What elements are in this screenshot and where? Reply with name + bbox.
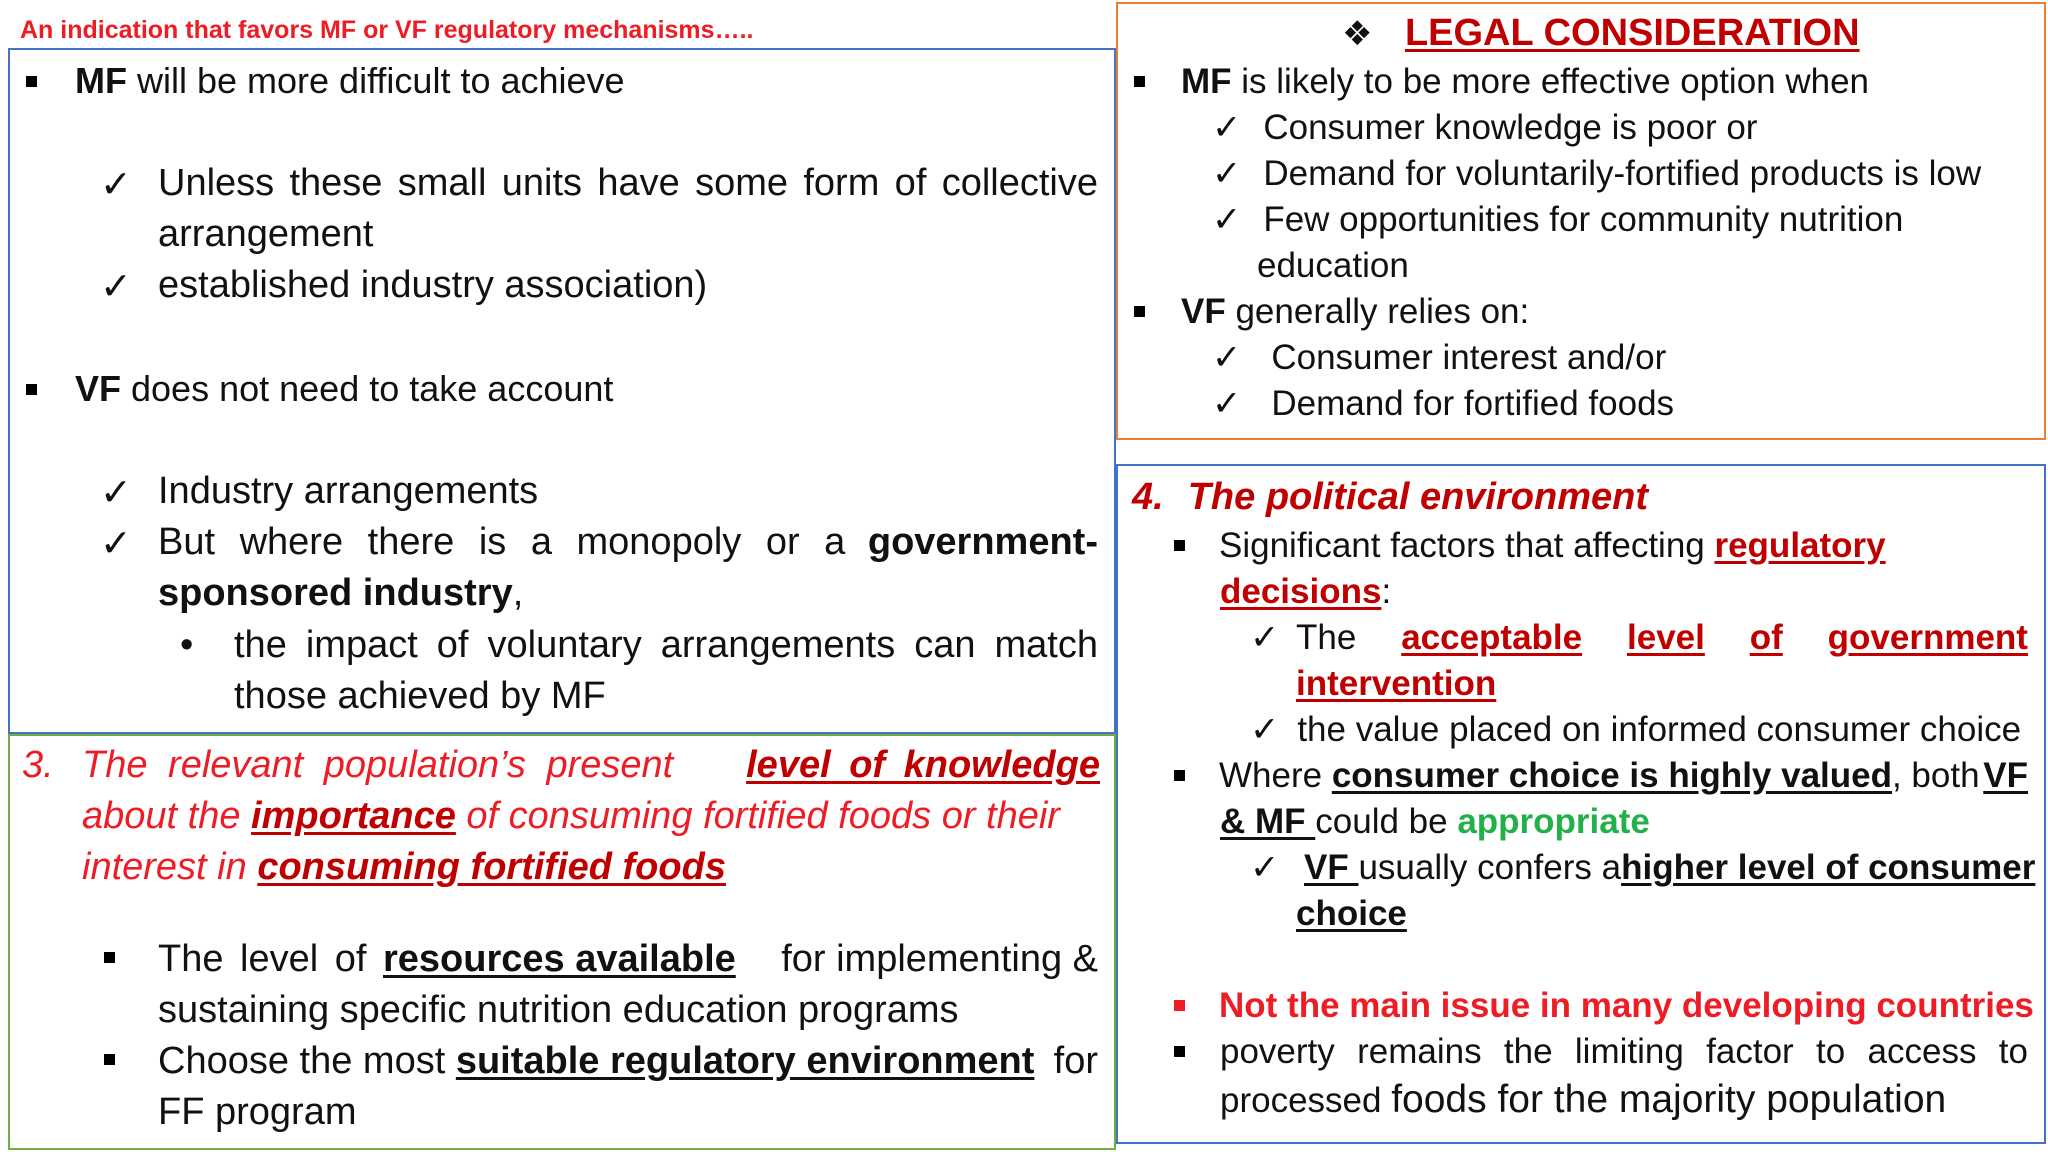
vf-head: VF — [75, 368, 122, 409]
pol-b3 — [1174, 986, 2034, 1026]
pol-c3-vf: VF — [1304, 848, 1359, 887]
legal-mf-rest: is likely to be more effective option when — [1231, 62, 1870, 101]
vf-check-1 — [100, 470, 132, 515]
check-icon: ✓ — [1212, 384, 1242, 423]
vf-bullet-line — [26, 368, 613, 410]
consuming-fortified-foods: consuming fortified foods — [257, 846, 726, 888]
dot-text-line2: those achieved by MF — [234, 675, 606, 717]
item2-pre: Choose the most — [158, 1040, 456, 1082]
pol-b4-processed: processed — [1220, 1081, 1392, 1120]
heading-part-6: interest in — [82, 846, 258, 888]
mf-check-1-line1: Unless these small units have some form of collective — [158, 162, 1098, 204]
vf-check-2-text — [158, 521, 1098, 564]
square-bullet-icon — [104, 952, 115, 963]
political-number: 4. — [1132, 476, 1164, 518]
suitable-regulatory-environment: suitable regulatory environment — [455, 1040, 1035, 1082]
regulatory: regulatory — [1714, 526, 1886, 565]
legal-mf-check-1 — [1212, 108, 1757, 148]
pol-b2-line1 — [1174, 756, 2028, 796]
square-bullet-icon — [104, 1054, 115, 1065]
c1-the: The — [1296, 618, 1357, 657]
square-bullet-icon — [1174, 540, 1185, 551]
legal-vf-line — [1134, 292, 1529, 332]
legal-title-text: LEGAL CONSIDERATION — [1404, 12, 1860, 54]
heading-part-5: of consuming fortified foods or their — [455, 795, 1060, 837]
pol-c1-line2: intervention — [1296, 664, 1497, 703]
mf-check-1 — [100, 162, 132, 207]
dot-text-line1 — [234, 624, 1098, 667]
check-icon: ✓ — [100, 472, 132, 514]
legal-vf-check-2-text: Demand for fortified foods — [1271, 384, 1675, 423]
pol-b2-amp-mf: & MF — [1220, 802, 1316, 841]
pol-b1-colon: : — [1381, 572, 1392, 611]
consumer-choice-highly-valued: consumer choice is highly valued — [1331, 756, 1892, 795]
legal-mf-check-2 — [1212, 154, 1981, 194]
higher-level-consumer: higher level of consumer — [1621, 848, 2036, 887]
check-icon: ✓ — [100, 266, 132, 308]
c1-acceptable: acceptable — [1401, 618, 1583, 657]
green-item-2-line2: FF program — [158, 1091, 357, 1133]
pol-b2-mid: , both — [1891, 756, 1980, 795]
pol-b1-pre: Significant factors that affecting — [1219, 526, 1715, 565]
check-icon: ✓ — [100, 523, 132, 565]
pol-c1-check — [1250, 618, 1279, 658]
pol-b1-line2 — [1220, 572, 1391, 612]
item1-post: for implementing & — [781, 938, 1098, 980]
not-main-issue: Not the main issue in many developing countries — [1219, 986, 2034, 1025]
legal-vf-check-2 — [1212, 384, 1674, 424]
green-item-1-line2: sustaining specific nutrition education programs — [158, 989, 959, 1031]
legal-mf-head: MF — [1181, 62, 1232, 101]
c1-of: of — [1749, 618, 1783, 657]
green-heading-line1 — [82, 744, 1100, 787]
green-number: 3. — [22, 744, 54, 786]
dot-bullet — [180, 624, 193, 667]
c1-government: government — [1827, 618, 2028, 657]
dot-text-1: the impact of voluntary arrangements can match — [234, 624, 1098, 666]
mf-head: MF — [75, 60, 127, 101]
mf-rest: will be more difficult to achieve — [126, 60, 625, 101]
legal-mf-check-3-text: Few opportunities for community nutrition — [1263, 200, 1904, 239]
square-bullet-icon — [26, 76, 37, 87]
item1-pre: The level of — [158, 938, 383, 980]
vf-check-2-line2 — [158, 572, 523, 615]
diamond-icon: ❖ — [1342, 15, 1373, 53]
legal-mf-check-1-text: Consumer knowledge is poor or — [1263, 108, 1758, 147]
green-item-2-line1 — [158, 1040, 1098, 1083]
dot-bullet-icon: • — [180, 624, 194, 666]
legal-vf-check-1-text: Consumer interest and/or — [1271, 338, 1667, 377]
square-bullet-icon — [1174, 1046, 1185, 1057]
pol-b4-bullet — [1174, 1032, 1185, 1072]
pol-c2-text: the value placed on informed consumer choice — [1297, 710, 2022, 749]
pol-b4-line1 — [1220, 1032, 2028, 1072]
vf-check-2-line1: But where there is a monopoly or a — [158, 521, 846, 563]
importance: importance — [251, 795, 456, 837]
legal-vf-check-1 — [1212, 338, 1666, 378]
item2-post: for — [1053, 1040, 1098, 1082]
resources-available: resources available — [383, 938, 736, 980]
square-bullet-icon — [1174, 770, 1185, 781]
political-title — [1132, 476, 1648, 519]
vf-check-2-bold: government- — [867, 521, 1098, 563]
check-icon: ✓ — [1212, 154, 1242, 193]
pol-b2-vf: VF — [1983, 756, 2028, 795]
green-item-1-line1 — [158, 938, 1098, 981]
legal-vf-rest: generally relies on: — [1225, 292, 1530, 331]
vf-rest: does not need to take account — [121, 368, 614, 409]
legal-title — [1342, 12, 1860, 55]
mf-bullet-line — [26, 60, 625, 102]
level-of-knowledge: level of knowledge — [746, 744, 1100, 786]
square-bullet-icon — [26, 384, 37, 395]
political-title-text: The political environment — [1187, 476, 1648, 518]
check-icon: ✓ — [100, 164, 132, 206]
check-icon: ✓ — [1250, 710, 1280, 749]
pol-b2-line2 — [1220, 802, 1650, 842]
check-icon: ✓ — [1212, 108, 1242, 147]
check-icon: ✓ — [1212, 200, 1242, 239]
legal-mf-check-3 — [1212, 200, 1903, 240]
vf-check-1-text: Industry arrangements — [158, 470, 539, 512]
top-note: An indication that favors MF or VF regulatory mechanisms….. — [20, 16, 754, 44]
green-item-2 — [104, 1040, 115, 1083]
legal-mf-line — [1134, 62, 1869, 102]
mf-check-1-text — [158, 162, 1098, 205]
poverty-line: poverty remains the limiting factor to access to — [1220, 1032, 2028, 1071]
pol-b2-could: could be — [1315, 802, 1458, 841]
legal-vf-head: VF — [1181, 292, 1226, 331]
green-heading-line2 — [82, 795, 1060, 838]
green-item-1 — [104, 938, 115, 981]
pol-c3-check — [1250, 848, 1279, 888]
legal-mf-check-3-line2: education — [1257, 246, 1409, 285]
square-bullet-icon — [1134, 76, 1145, 87]
decisions: decisions — [1220, 572, 1382, 611]
legal-mf-check-2-text: Demand for voluntarily-fortified products is low — [1263, 154, 1982, 193]
square-bullet-icon — [1134, 306, 1145, 317]
pol-c2 — [1250, 710, 2021, 750]
mf-check-2-text: established industry association) — [158, 264, 708, 306]
pol-c3-line2: choice — [1296, 894, 1407, 933]
green-heading-line3 — [82, 846, 726, 889]
pol-c1-line1 — [1296, 618, 2028, 658]
check-icon: ✓ — [1250, 618, 1280, 657]
check-icon: ✓ — [1212, 338, 1242, 377]
mf-check-2 — [100, 264, 132, 309]
mf-check-1-text-2: arrangement — [158, 213, 374, 255]
pol-b4-foods: foods for the majority population — [1391, 1078, 1947, 1121]
c1-level: level — [1627, 618, 1705, 657]
pol-b2-pre: Where — [1219, 756, 1332, 795]
pol-c3-line1 — [1304, 848, 2036, 888]
pol-b4-line2 — [1220, 1078, 1946, 1122]
square-bullet-icon — [1174, 1000, 1185, 1011]
sponsored-industry: sponsored industry — [158, 572, 513, 614]
vf-check-2 — [100, 521, 132, 566]
heading-part-3: about the — [82, 795, 252, 837]
comma: , — [512, 572, 524, 614]
heading-part-1: The relevant population’s present — [82, 744, 674, 786]
pol-b1-line1 — [1174, 526, 1886, 566]
check-icon: ✓ — [1250, 848, 1280, 887]
pol-c3-mid: usually confers a — [1358, 848, 1622, 887]
appropriate: appropriate — [1457, 802, 1650, 841]
